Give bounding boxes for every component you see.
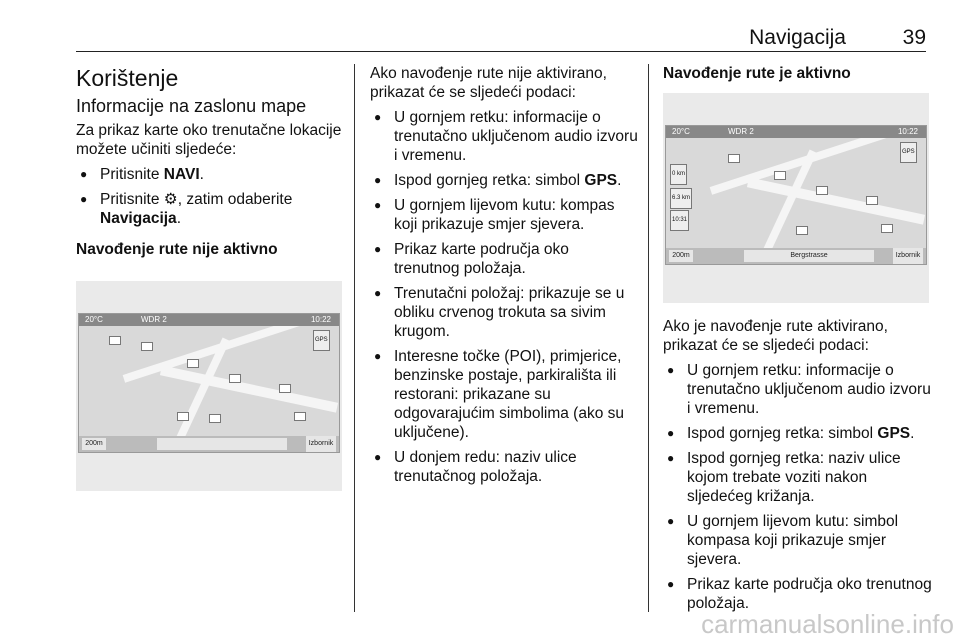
- menu-button[interactable]: Izbornik: [306, 436, 336, 452]
- map-bottom-bar: [79, 436, 339, 452]
- column-divider: [354, 64, 355, 612]
- list-item: ● Prikaz karte područja oko trenutnog položaja.: [370, 240, 638, 278]
- list-item: ● Prikaz karte područja oko trenutnog položaja.: [663, 575, 933, 613]
- street-name: Bergstrasse: [744, 250, 874, 262]
- street-name: [157, 438, 287, 450]
- distance-label: 6.3 km: [670, 188, 692, 209]
- watermark: carmanualsonline.info: [701, 609, 954, 639]
- column-middle: [370, 64, 638, 498]
- list-item: ● Ispod gornjeg retka: naziv ulice kojom trebate voziti nakon sljedećeg križanja.: [663, 449, 933, 506]
- chapter-title: Navigacija: [749, 26, 846, 49]
- figure-caption: Navođenje rute nije aktivno: [76, 241, 278, 258]
- section-title: Korištenje: [76, 65, 179, 91]
- gps-icon: GPS: [900, 142, 917, 163]
- list-item: ● Ispod gornjeg retka: simbol GPS.: [663, 424, 933, 443]
- map-screenshot-active: [663, 93, 929, 303]
- menu-button[interactable]: Izbornik: [893, 248, 923, 264]
- map-scale: 200m: [669, 250, 693, 262]
- subsection-title: Informacije na zaslonu mape: [76, 96, 307, 116]
- list-item: ● Pritisnite ⚙, zatim odaberite Navigacija.: [76, 190, 342, 228]
- distance-label: 0 km: [670, 164, 687, 185]
- column-right: [663, 64, 933, 625]
- list-item: ● U gornjem retku: informacije o trenutačno uključenom audio izvoru i vremenu.: [370, 108, 638, 165]
- map-screenshot-inactive: [76, 281, 342, 491]
- list-item: ● U gornjem lijevom kutu: kompas koji prikazuje smjer sjevera.: [370, 196, 638, 234]
- eta-label: 10:31: [670, 210, 689, 231]
- map-screen: [78, 313, 340, 453]
- column-left: [76, 64, 342, 491]
- list-item: ● Ispod gornjeg retka: simbol GPS.: [370, 171, 638, 190]
- map-top-bar: 20°C WDR 2 10:22: [79, 314, 339, 326]
- bullet-list: [370, 108, 638, 486]
- intro-text: Ako je navođenje rute aktivirano, prikazat će se sljedeći podaci:: [663, 318, 888, 354]
- list-item: ● U gornjem lijevom kutu: simbol kompasa koji prikazuje smjer sjevera.: [663, 512, 933, 569]
- list-item: ● Trenutačni položaj: prikazuje se u obliku crvenog trokuta sa sivim krugom.: [370, 284, 638, 341]
- list-item: ● Interesne točke (POI), primjerice, benzinske postaje, parkirališta ili restorani: prikazane su odgovarajućim simbolima (ako su uključene).: [370, 347, 638, 442]
- intro-text: Za prikaz karte oko trenutačne lokacije možete učiniti sljedeće:: [76, 122, 342, 158]
- map-top-bar: 20°C WDR 2 10:22: [666, 126, 926, 138]
- figure-caption: Navođenje rute je aktivno: [663, 65, 851, 82]
- map-bottom-bar: [666, 248, 926, 264]
- map-screen: [665, 125, 927, 265]
- bullet-list: [76, 165, 342, 228]
- bullet-list: [663, 361, 933, 613]
- list-item: ● Pritisnite NAVI.: [76, 165, 342, 184]
- gear-icon: ⚙: [163, 191, 178, 208]
- page-number: 39: [902, 26, 926, 49]
- page-header: [76, 26, 926, 52]
- map-scale: 200m: [82, 438, 106, 450]
- list-item: ● U donjem redu: naziv ulice trenutačnog položaja.: [370, 448, 638, 486]
- intro-text: Ako navođenje rute nije aktivirano, prikazat će se sljedeći podaci:: [370, 65, 607, 101]
- list-item: ● U gornjem retku: informacije o trenutačno uključenom audio izvoru i vremenu.: [663, 361, 933, 418]
- column-divider: [648, 64, 649, 612]
- gps-icon: GPS: [313, 330, 330, 351]
